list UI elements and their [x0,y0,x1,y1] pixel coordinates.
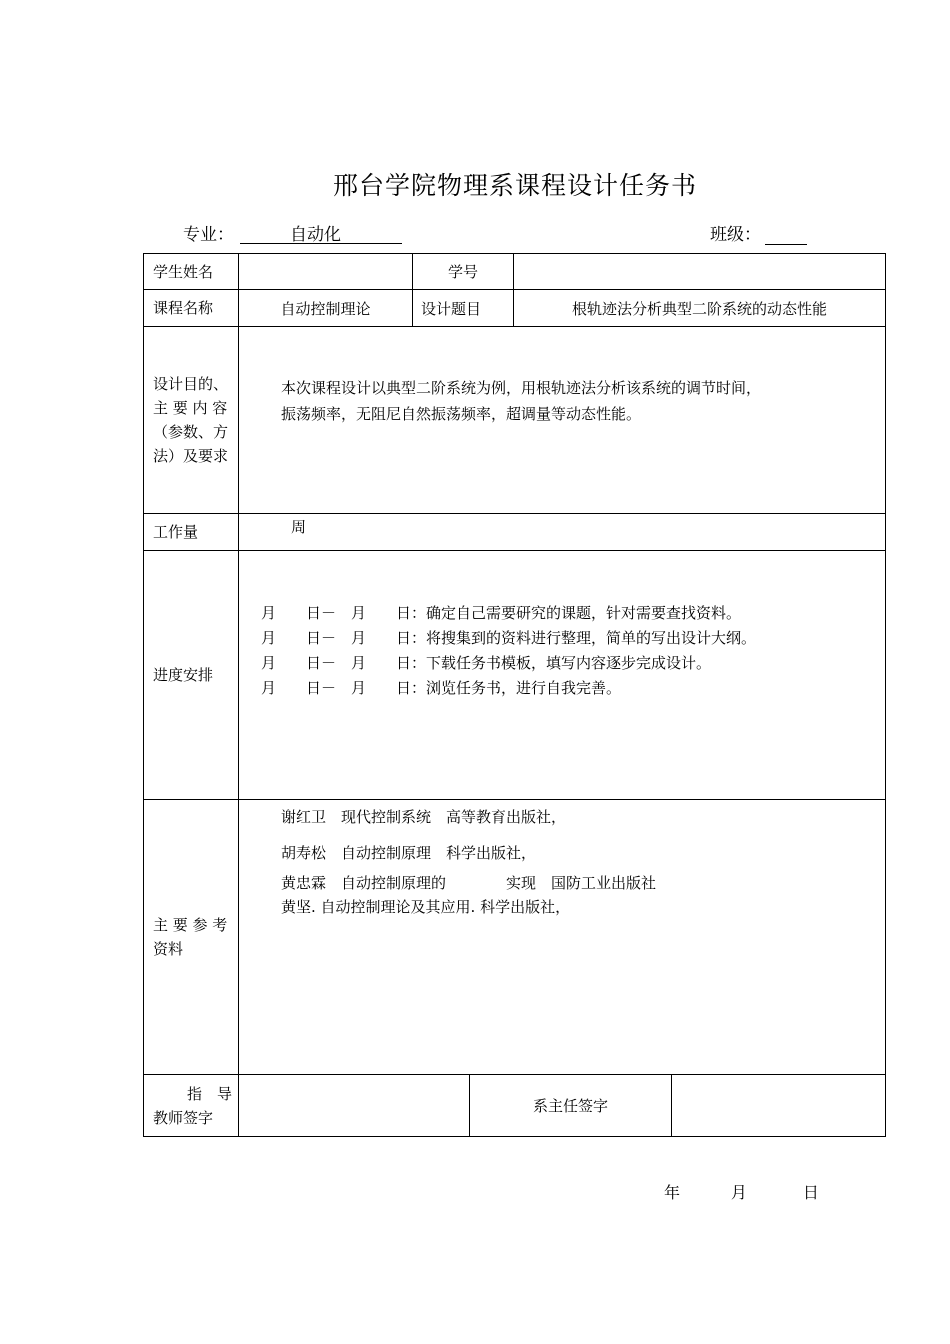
reference-item: 谢红卫 现代控制系统 高等教育出版社， [281,808,567,826]
schedule-item: 月 日－ 月 日：确定自己需要研究的课题，针对需要查找资料。 [261,604,742,622]
student-id-label: 学号 [413,254,514,290]
topic-value: 根轨迹法分析典型二阶系统的动态性能 [514,290,886,327]
major-value: 自动化 [240,220,402,244]
advisor-signature-cell [239,1075,470,1137]
workload-row [144,514,886,551]
references-label: 主 要 参 考 资料 [144,800,239,1075]
reference-item: 胡寿松 自动控制原理 科学出版社， [281,844,537,862]
reference-item: 黄忠霖 自动控制原理的 实现 国防工业出版社 [281,874,657,892]
date-line [664,1180,819,1203]
schedule-row [144,551,886,800]
course-name-label: 课程名称 [144,290,239,327]
purpose-row [144,327,886,514]
date-year: 年 [664,1183,681,1202]
task-form-table [143,253,886,1137]
schedule-content [239,551,886,800]
reference-item: 黄坚. 自动控制理论及其应用. 科学出版社， [281,898,571,916]
schedule-label: 进度安排 [144,551,239,800]
class-value-blank [765,220,807,245]
student-name-label: 学生姓名 [144,254,239,290]
purpose-content: 本次课程设计以典型二阶系统为例，用根轨迹法分析该系统的调节时间， 振荡频率，无阻尼自然振荡频率，超调量等动态性能。 [239,327,886,514]
references-content [239,800,886,1075]
document-title: 邢台学院物理系课程设计任务书 [332,171,697,200]
course-name-value: 自动控制理论 [239,290,413,327]
workload-value: 周 [239,514,886,551]
date-day: 日 [802,1183,819,1202]
advisor-signature-label: 指 导 教师签字 [144,1075,239,1137]
dept-head-signature-label: 系主任签字 [470,1075,672,1137]
student-id-cell [514,254,886,290]
topic-label: 设计题目 [413,290,514,327]
course-row [144,290,886,327]
references-row [144,800,886,1075]
schedule-item: 月 日－ 月 日：将搜集到的资料进行整理，简单的写出设计大纲。 [261,629,757,647]
dept-head-signature-cell [672,1075,886,1137]
class-label: 班级： [710,225,761,245]
purpose-label: 设计目的、 主 要 内 容 （参数、方 法）及要求 [144,327,239,514]
student-row [144,254,886,290]
workload-label: 工作量 [144,514,239,551]
signature-row [144,1075,886,1137]
schedule-item: 月 日－ 月 日：下载任务书模板，填写内容逐步完成设计。 [261,654,712,672]
schedule-item: 月 日－ 月 日：浏览任务书，进行自我完善。 [261,679,622,697]
student-name-cell [239,254,413,290]
date-month: 月 [730,1183,747,1202]
major-label: 专业： [183,225,234,245]
